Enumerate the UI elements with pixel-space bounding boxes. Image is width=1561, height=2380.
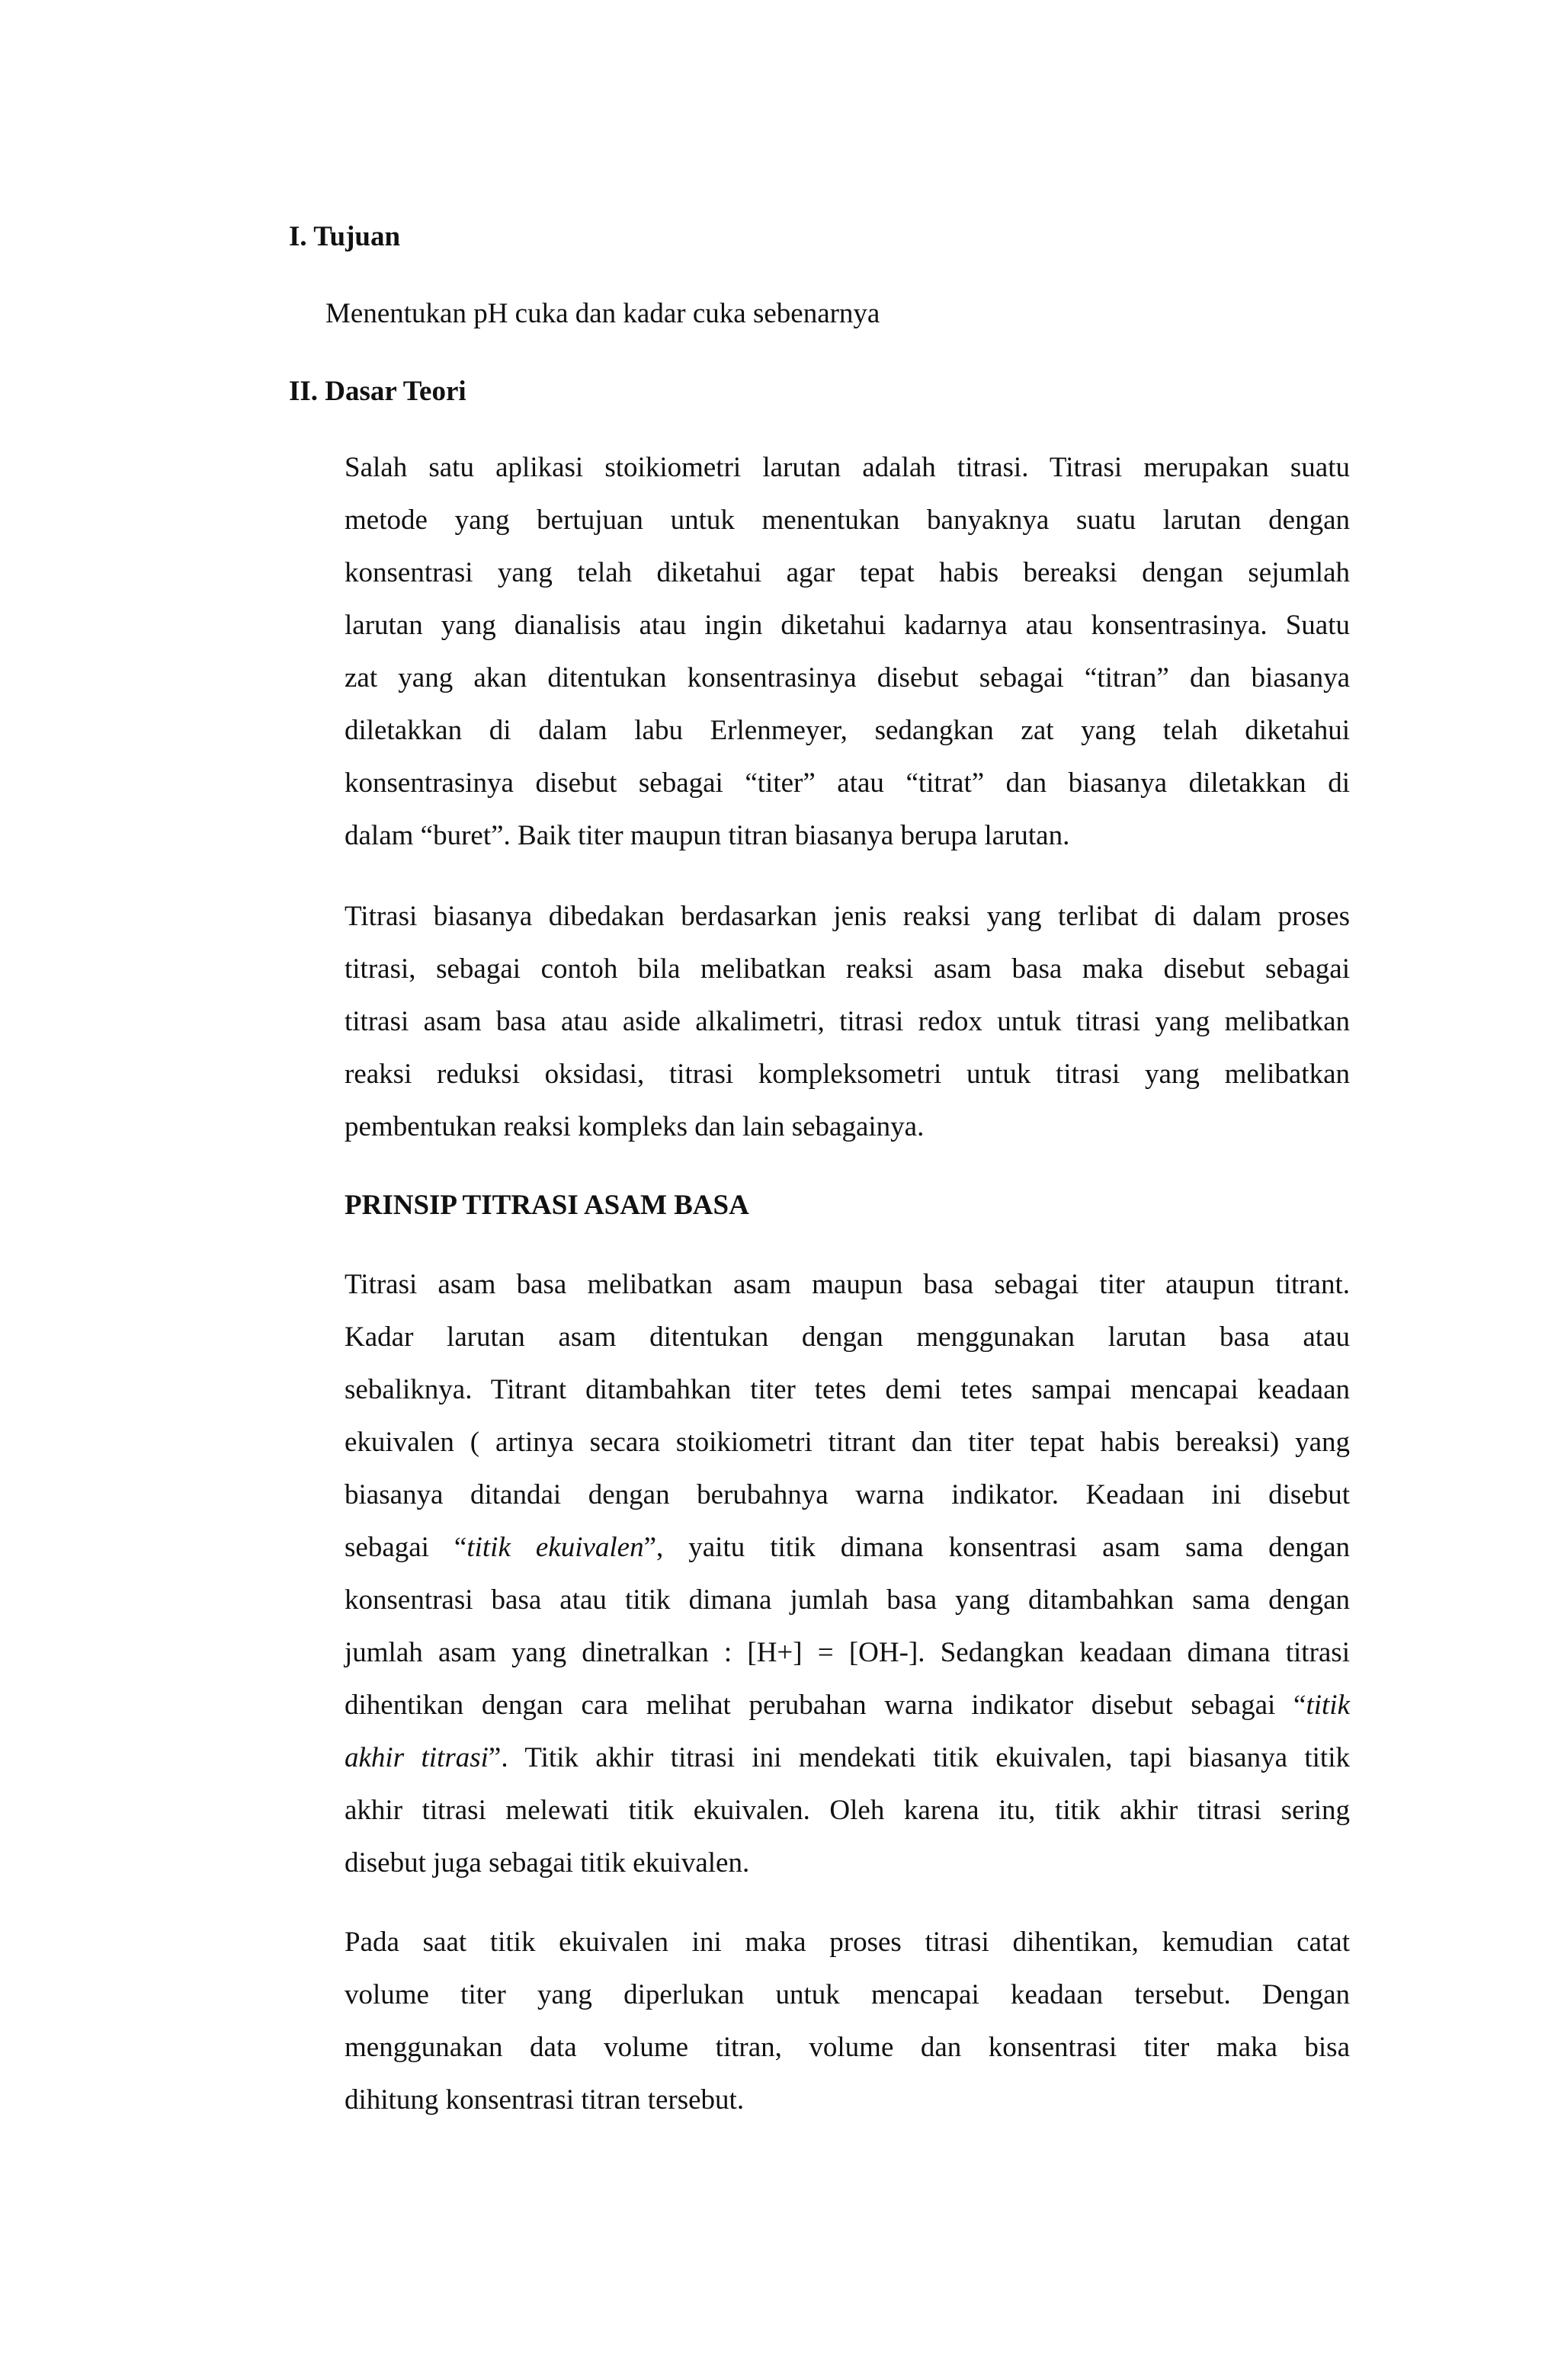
text-line: titrasi asam basa atau aside alkalimetri, titrasi redox untuk titrasi yang melibatkan <box>345 1006 1350 1037</box>
paragraph-4 <box>345 1916 1350 2126</box>
text-line: menggunakan data volume titran, volume dan konsentrasi titer maka bisa <box>345 2032 1350 2063</box>
text-line: reaksi reduksi oksidasi, titrasi kompleksometri untuk titrasi yang melibatkan <box>345 1059 1350 1090</box>
paragraph-1 <box>345 441 1350 862</box>
paragraph-3 <box>345 1258 1350 1889</box>
text-fragment: dihentikan dengan cara melihat perubahan warna indikator disebut sebagai “ <box>345 1690 1306 1721</box>
text-line: biasanya ditandai dengan berubahnya warna indikator. Keadaan ini disebut <box>345 1479 1350 1510</box>
text-line: Salah satu aplikasi stoikiometri larutan adalah titrasi. Titrasi merupakan suatu <box>345 452 1350 483</box>
text-line: titrasi, sebagai contoh bila melibatkan reaksi asam basa maka disebut sebagai <box>345 953 1350 985</box>
text-line: akhir titrasi melewati titik ekuivalen. Oleh karena itu, titik akhir titrasi sering <box>345 1795 1350 1826</box>
text-line: diletakkan di dalam labu Erlenmeyer, sedangkan zat yang telah diketahui <box>345 715 1350 746</box>
tujuan-text: Menentukan pH cuka dan kadar cuka sebenarnya <box>325 298 880 329</box>
text-fragment: ”. Titik akhir titrasi ini mendekati titik ekuivalen, tapi biasanya titik <box>488 1742 1350 1773</box>
text-line: pembentukan reaksi kompleks dan lain sebagainya. <box>345 1111 925 1142</box>
text-line: Titrasi asam basa melibatkan asam maupun basa sebagai titer ataupun titrant. <box>345 1269 1350 1300</box>
text-line: dihitung konsentrasi titran tersebut. <box>345 2084 745 2116</box>
text-line <box>345 1731 1350 1784</box>
emphasis-term: titik ekuivalen <box>466 1532 644 1563</box>
text-fragment: ”, yaitu titik dimana konsentrasi asam sama dengan <box>643 1532 1350 1563</box>
text-line: Kadar larutan asam ditentukan dengan menggunakan larutan basa atau <box>345 1321 1350 1353</box>
text-fragment: sebagai “ <box>345 1532 467 1563</box>
text-line: dalam “buret”. Baik titer maupun titran biasanya berupa larutan. <box>345 820 1070 851</box>
section-heading-tujuan: I. Tujuan <box>289 221 401 252</box>
text-line: ekuivalen ( artinya secara stoikiometri titrant dan titer tepat habis bereaksi) yang <box>345 1427 1350 1458</box>
paragraph-2 <box>345 890 1350 1153</box>
text-line: jumlah asam yang dinetralkan : [H+] = [OH-]. Sedangkan keadaan dimana titrasi <box>345 1637 1350 1668</box>
text-line: Pada saat titik ekuivalen ini maka proses titrasi dihentikan, kemudian catat <box>345 1927 1350 1958</box>
text-line: disebut juga sebagai titik ekuivalen. <box>345 1847 750 1879</box>
text-line: metode yang bertujuan untuk menentukan banyaknya suatu larutan dengan <box>345 505 1350 536</box>
text-line: sebaliknya. Titrant ditambahkan titer tetes demi tetes sampai mencapai keadaan <box>345 1374 1350 1405</box>
emphasis-term: titik <box>1306 1690 1350 1721</box>
subheading-prinsip-titrasi: PRINSIP TITRASI ASAM BASA <box>345 1190 749 1221</box>
text-line: larutan yang dianalisis atau ingin diketahui kadarnya atau konsentrasinya. Suatu <box>345 610 1350 641</box>
text-line: zat yang akan ditentukan konsentrasinya disebut sebagai “titran” dan biasanya <box>345 662 1350 693</box>
text-line: konsentrasinya disebut sebagai “titer” atau “titrat” dan biasanya diletakkan di <box>345 767 1350 799</box>
text-line <box>345 1521 1350 1574</box>
text-line: Titrasi biasanya dibedakan berdasarkan jenis reaksi yang terlibat di dalam proses <box>345 901 1350 932</box>
text-line <box>345 1679 1350 1731</box>
text-line: volume titer yang diperlukan untuk mencapai keadaan tersebut. Dengan <box>345 1979 1350 2010</box>
section-heading-dasar-teori: II. Dasar Teori <box>289 376 466 407</box>
text-line: konsentrasi basa atau titik dimana jumlah basa yang ditambahkan sama dengan <box>345 1584 1350 1616</box>
text-line: konsentrasi yang telah diketahui agar tepat habis bereaksi dengan sejumlah <box>345 557 1350 588</box>
emphasis-term: akhir titrasi <box>345 1742 489 1773</box>
